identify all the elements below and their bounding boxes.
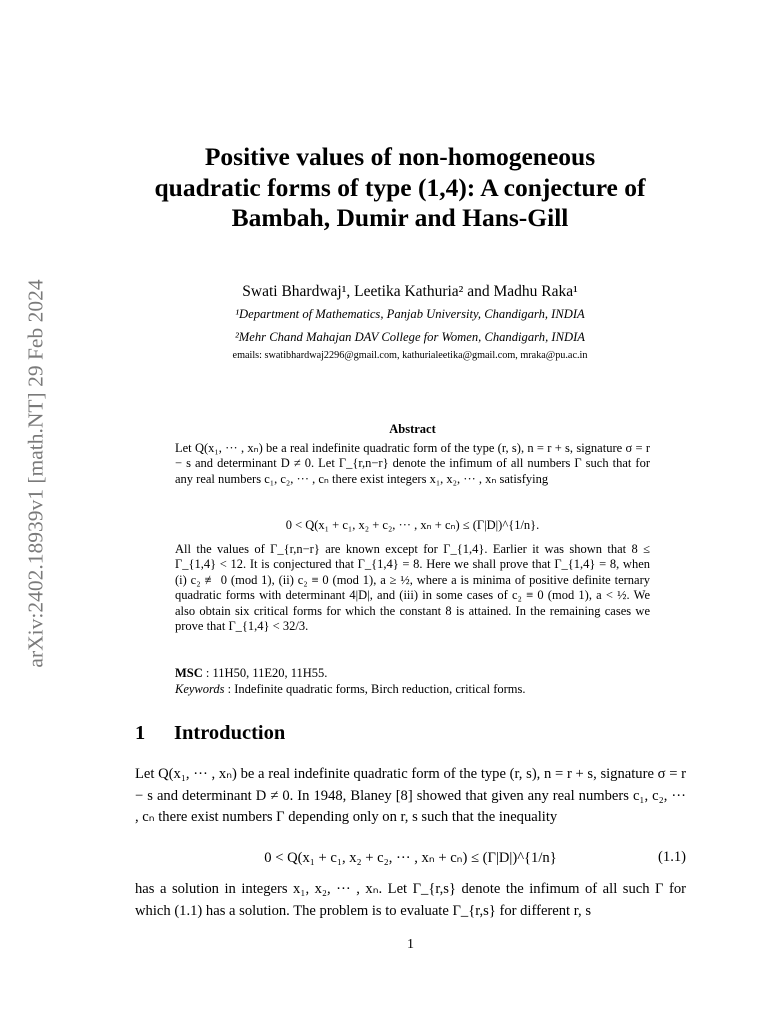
intro-paragraph-2: has a solution in integers x₁, x₂, ··· , xₙ. Let Γ_{r,s} denote the infimum of all such Γ for which (1.1) has a solution. The problem is to evaluate Γ_{r,s} for different r, s [135, 881, 686, 919]
equation-tag: (1.1) [658, 849, 686, 865]
arxiv-identifier: arXiv:2402.18939v1 [math.NT] 29 Feb 2024 [23, 278, 48, 668]
msc-codes: : 11H50, 11E20, 11H55. [202, 666, 328, 680]
paper-title: Positive values of non-homogeneous quadratic forms of type (1,4): A conjecture of Bambah, Dumir and Hans-Gill [154, 142, 646, 232]
abstract-heading: Abstract [389, 422, 436, 436]
abstract-paragraph-1: Let Q(x₁, ··· , xₙ) be a real indefinite quadratic form of the type (r, s), n = r + s, signature σ = r − s and determinant D ≠ 0. Let Γ_{r,n−r} denote the infimum of all numbers Γ such that for any real numbers c₁, c₂, ··· , cₙ there exist integers x₁, x₂, ··· , xₙ satisfying [175, 441, 650, 486]
section-heading [135, 722, 285, 745]
keywords-label: Keywords [175, 682, 225, 696]
affiliation-1: ¹Department of Mathematics, Panjab University, Chandigarh, INDIA [235, 307, 585, 321]
author-emails: emails: swatibhardwaj2296@gmail.com, kathurialeetika@gmail.com, mraka@pu.ac.in [232, 350, 588, 361]
arxiv-sidebar [18, 278, 54, 668]
intro-paragraph-1: Let Q(x₁, ··· , xₙ) be a real indefinite quadratic form of the type (r, s), n = r + s, signature σ = r − s and determinant D ≠ 0. In 1948, Blaney [8] showed that given any real numbers c₁, c₂, ··· , cₙ there exist numbers Γ depending only on r, s such that the inequality [135, 766, 686, 825]
abstract-equation: 0 < Q(x₁ + c₁, x₂ + c₂, ··· , xₙ + cₙ) ≤ (Γ|D|)^{1/n}. [285, 518, 540, 532]
msc-label: MSC [175, 666, 203, 680]
msc-line [175, 666, 650, 681]
section-title: Introduction [174, 722, 286, 744]
keywords-list: : Indefinite quadratic forms, Birch reduction, critical forms. [224, 682, 526, 696]
keywords-line [175, 682, 650, 697]
section-number: 1 [135, 722, 146, 744]
page-number: 1 [407, 937, 414, 952]
affiliation-2: ²Mehr Chand Mahajan DAV College for Women, Chandigarh, INDIA [235, 330, 585, 344]
equation-formula: 0 < Q(x₁ + c₁, x₂ + c₂, ··· , xₙ + cₙ) ≤ (Γ|D|)^{1/n} [264, 850, 557, 866]
author-list: Swati Bhardwaj¹, Leetika Kathuria² and Madhu Raka¹ [242, 283, 578, 300]
abstract-paragraph-2: All the values of Γ_{r,n−r} are known except for Γ_{1,4}. Earlier it was shown that 8 ≤ Γ_{1,4} < 12. It is conjectured that Γ_{1,4} = 8. Here we shall prove that Γ_{1,4} = 8, when (i) c₂ ≢ 0 (mod 1), (ii) c₂ ≡ 0 (mod 1), a ≥ ½, where a is minima of positive definite ternary quadratic forms with determinant 4|D|, and (iii) in some cases of c₂ ≡ 0 (mod 1), a < ½. We also obtain six critical forms for which the constant 8 is attained. In the remaining cases we prove that Γ_{1,4} < 32/3. [175, 542, 650, 634]
